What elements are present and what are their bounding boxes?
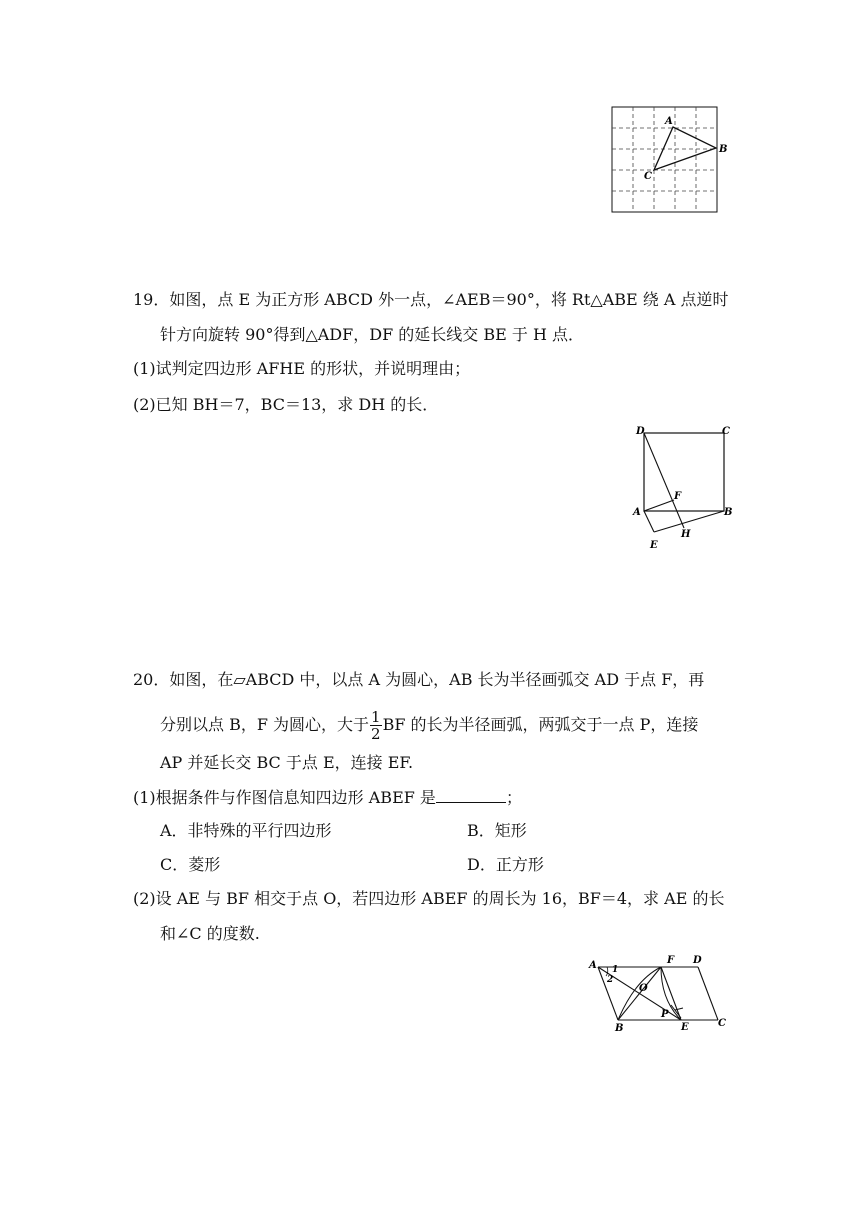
q19-line2: 针方向旋转 90°得到△ADF，DF 的延长线交 BE 于 H 点．: [160, 325, 584, 344]
q20-line2-pre: 分别以点 B，F 为圆心，大于: [160, 715, 370, 734]
label-F: F: [674, 491, 682, 502]
fraction-half: [370, 709, 382, 742]
grid-triangle-figure: [605, 100, 735, 220]
q20-line2: [160, 709, 698, 741]
q20-part1: [133, 786, 522, 809]
option-c: C．菱形: [160, 855, 221, 874]
label-B: B: [724, 507, 733, 518]
label-P: P: [661, 1009, 669, 1020]
label-E: E: [650, 540, 658, 551]
label-D: D: [693, 955, 702, 966]
label-F: F: [667, 955, 675, 966]
q20-line3: AP 并延长交 BC 于点 E，连接 EF.: [160, 753, 414, 772]
option-a: A．非特殊的平行四边形: [160, 821, 332, 840]
label-A: A: [633, 507, 641, 518]
fraction-numerator: 1: [371, 708, 381, 726]
fraction-denominator: 2: [371, 725, 381, 743]
square-rotation-figure: [630, 420, 740, 555]
option-d: D．正方形: [467, 855, 544, 874]
q19-part1: (1)试判定四边形 AFHE 的形状，并说明理由；: [133, 359, 471, 378]
label-O: O: [639, 983, 648, 994]
label-E: E: [681, 1022, 689, 1033]
label-A: A: [665, 116, 673, 127]
label-H: H: [681, 529, 691, 540]
q19-line1: 19．如图，点 E 为正方形 ABCD 外一点，∠AEB＝90°，将 Rt△ABE 绕 A 点逆时: [133, 290, 729, 309]
parallelogram-construction-figure: [585, 950, 740, 1035]
label-A: A: [589, 960, 597, 971]
label-D: D: [636, 426, 645, 437]
q20-part1-end: ；: [505, 788, 522, 807]
answer-blank[interactable]: [436, 786, 506, 803]
label-C: C: [718, 1018, 726, 1029]
q20-line2-post: BF 的长为半径画弧，两弧交于一点 P，连接: [382, 715, 699, 734]
label-B: B: [615, 1023, 624, 1034]
q20-line1: 20．如图，在▱ABCD 中，以点 A 为圆心，AB 长为半径画弧交 AD 于点 F，再: [133, 670, 705, 689]
label-B: B: [719, 144, 728, 155]
q19-part2: (2)已知 BH＝7，BC＝13，求 DH 的长．: [133, 395, 439, 414]
q20-part2-line2: 和∠C 的度数.: [160, 924, 260, 943]
option-b: B．矩形: [467, 821, 527, 840]
label-2: 2: [607, 975, 614, 985]
label-C: C: [644, 171, 652, 182]
label-C: C: [722, 426, 730, 437]
q20-part1-text: (1)根据条件与作图信息知四边形 ABEF 是: [133, 788, 436, 807]
label-1: 1: [612, 965, 619, 975]
q20-part2-line1: (2)设 AE 与 BF 相交于点 O，若四边形 ABEF 的周长为 16，BF＝4，求 AE 的长: [133, 889, 725, 908]
